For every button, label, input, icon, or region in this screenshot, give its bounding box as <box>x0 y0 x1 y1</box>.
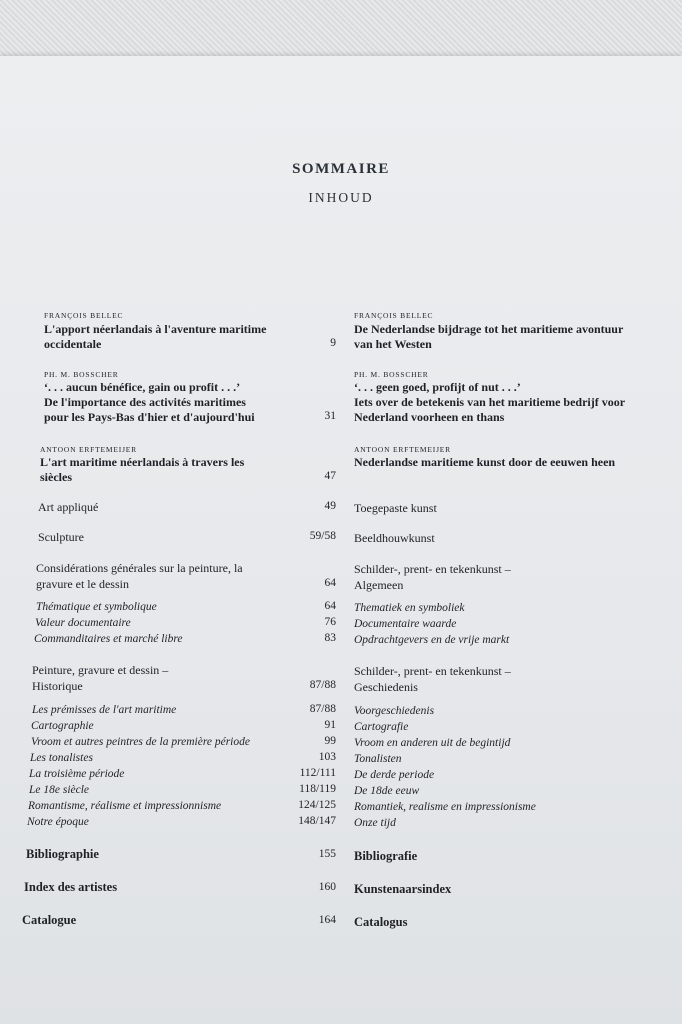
entry-3-title-nl-line-1: Nederlandse maritieme kunst door de eeuwen heen <box>354 455 616 469</box>
entry-1-title-nl-line-1: De Nederlandse bijdrage tot het maritieme avontuur <box>354 322 624 336</box>
toc-italic-2-1-page: 87/88 <box>309 703 336 715</box>
toc-historique-line-2: Historique <box>32 679 83 693</box>
toc-considerations-line-2: gravure et le dessin <box>36 577 129 591</box>
toc-italic-2-8-page: 148/147 <box>298 815 336 827</box>
toc-italic-2-4: Les tonalistes <box>30 752 93 764</box>
toc-italic-2-3-nl: Vroom en anderen uit de begintijd <box>354 737 511 749</box>
toc-italic-2-2: Cartographie <box>31 720 94 732</box>
entry-2-title-nl-line-3: Nederland voorheen en thans <box>354 410 505 424</box>
toc-italic-2-8-nl: Onze tijd <box>354 817 396 829</box>
toc-historique-page: 87/88 <box>309 679 336 691</box>
entry-1-author-fr: FRANÇOIS BELLEC <box>44 311 124 320</box>
page-title: SOMMAIRE <box>292 161 390 177</box>
entry-3-author-nl: ANTOON ERFTEMEIJER <box>354 445 451 454</box>
toc-italic-2-6: Le 18e siècle <box>29 784 90 796</box>
entry-1-page: 9 <box>330 337 336 349</box>
toc-italic-2-5: La troisième période <box>29 768 125 780</box>
toc-italic-1-3: Commanditaires et marché libre <box>34 633 183 645</box>
entry-3-title-fr-line-1: L'art maritime néerlandais à travers les <box>40 455 245 469</box>
toc-italic-1-3-page: 83 <box>324 632 336 644</box>
toc-italic-2-7-page: 124/125 <box>298 799 336 811</box>
toc-catalogue-page: 164 <box>318 914 336 926</box>
toc-catalogus: Catalogus <box>354 915 408 929</box>
entry-1-author-nl: FRANÇOIS BELLEC <box>354 311 434 320</box>
entry-1-title-nl-line-2: van het Westen <box>354 337 432 351</box>
background-surface <box>0 0 682 60</box>
toc-italic-2-5-nl: De derde periode <box>354 769 435 781</box>
toc-italic-2-7-nl: Romantiek, realisme en impressionisme <box>354 801 536 813</box>
toc-italic-2-1: Les prémisses de l'art maritime <box>32 704 177 716</box>
toc-art-applique-page: 49 <box>324 500 336 512</box>
toc-geschiedenis-line-1: Schilder-, prent- en tekenkunst – <box>354 664 511 678</box>
toc-italic-2-2-page: 91 <box>324 719 336 731</box>
toc-italic-1-2-page: 76 <box>324 616 336 628</box>
entry-2-title-fr-line-3: pour les Pays-Bas d'hier et d'aujourd'hui <box>44 410 255 424</box>
toc-schilderkunst-line-2: Algemeen <box>354 578 404 592</box>
toc-italic-1-2-nl: Documentaire waarde <box>354 618 457 630</box>
toc-index-artistes: Index des artistes <box>24 880 118 894</box>
toc-geschiedenis-line-2: Geschiedenis <box>354 680 418 694</box>
entry-2-page: 31 <box>324 410 336 422</box>
toc-bibliographie-page: 155 <box>318 848 336 860</box>
toc-schilderkunst-line-1: Schilder-, prent- en tekenkunst – <box>354 562 511 576</box>
toc-italic-2-6-page: 118/119 <box>299 783 336 795</box>
entry-3-page: 47 <box>324 470 336 482</box>
toc-toegepaste-kunst: Toegepaste kunst <box>354 501 437 515</box>
toc-index-artistes-page: 160 <box>318 881 336 893</box>
entry-3-title-fr-line-2: siècles <box>40 470 72 484</box>
entry-2-title-fr-line-2: De l'importance des activités maritimes <box>44 395 246 409</box>
entry-1-title-fr-line-2: occidentale <box>44 337 102 351</box>
toc-italic-1-2: Valeur documentaire <box>35 617 131 629</box>
entry-3-author-fr: ANTOON ERFTEMEIJER <box>40 445 137 454</box>
toc-italic-1-3-nl: Opdrachtgevers en de vrije markt <box>354 634 510 646</box>
toc-catalogue: Catalogue <box>22 913 77 927</box>
toc-sculpture-page: 59/58 <box>309 530 336 542</box>
toc-italic-1-1: Thématique et symbolique <box>36 601 157 613</box>
toc-historique-line-1: Peinture, gravure et dessin – <box>32 663 169 677</box>
toc-italic-2-4-nl: Tonalisten <box>354 753 402 765</box>
toc-italic-2-4-page: 103 <box>318 751 336 763</box>
toc-italic-2-7: Romantisme, réalisme et impressionnisme <box>28 800 222 812</box>
toc-sculpture: Sculpture <box>38 530 84 544</box>
toc-art-applique: Art appliqué <box>38 500 99 514</box>
toc-kunstenaarsindex: Kunstenaarsindex <box>354 882 452 896</box>
toc-italic-2-6-nl: De 18de eeuw <box>354 785 420 797</box>
toc-italic-2-2-nl: Cartografie <box>354 721 409 733</box>
entry-2-title-nl-line-1: ‘. . . geen goed, profijt of nut . . .’ <box>354 380 521 394</box>
toc-italic-2-5-page: 112/111 <box>299 767 336 779</box>
toc-italic-1-1-page: 64 <box>324 600 336 612</box>
toc-italic-2-8: Notre époque <box>27 816 89 828</box>
toc-bibliografie: Bibliografie <box>354 849 418 863</box>
toc-considerations-line-1: Considérations générales sur la peinture, la <box>36 561 243 575</box>
toc-italic-2-3-page: 99 <box>324 735 336 747</box>
toc-italic-2-3: Vroom et autres peintres de la première période <box>31 736 250 748</box>
page-subtitle: INHOUD <box>308 190 374 205</box>
entry-2-author-fr: PH. M. BOSSCHER <box>44 370 119 379</box>
entry-1-title-fr-line-1: L'apport néerlandais à l'aventure maritime <box>44 322 267 336</box>
toc-italic-1-1-nl: Thematiek en symboliek <box>354 602 465 614</box>
toc-bibliographie: Bibliographie <box>26 847 99 861</box>
entry-2-author-nl: PH. M. BOSSCHER <box>354 370 429 379</box>
entry-2-title-nl-line-2: Iets over de betekenis van het maritieme bedrijf voor <box>354 395 626 409</box>
toc-italic-2-1-nl: Voorgeschiedenis <box>354 705 435 717</box>
toc-considerations-page: 64 <box>324 577 336 589</box>
toc-beeldhouwkunst: Beeldhouwkunst <box>354 531 435 545</box>
entry-2-title-fr-line-1: ‘. . . aucun bénéfice, gain ou profit . . .’ <box>44 380 241 394</box>
